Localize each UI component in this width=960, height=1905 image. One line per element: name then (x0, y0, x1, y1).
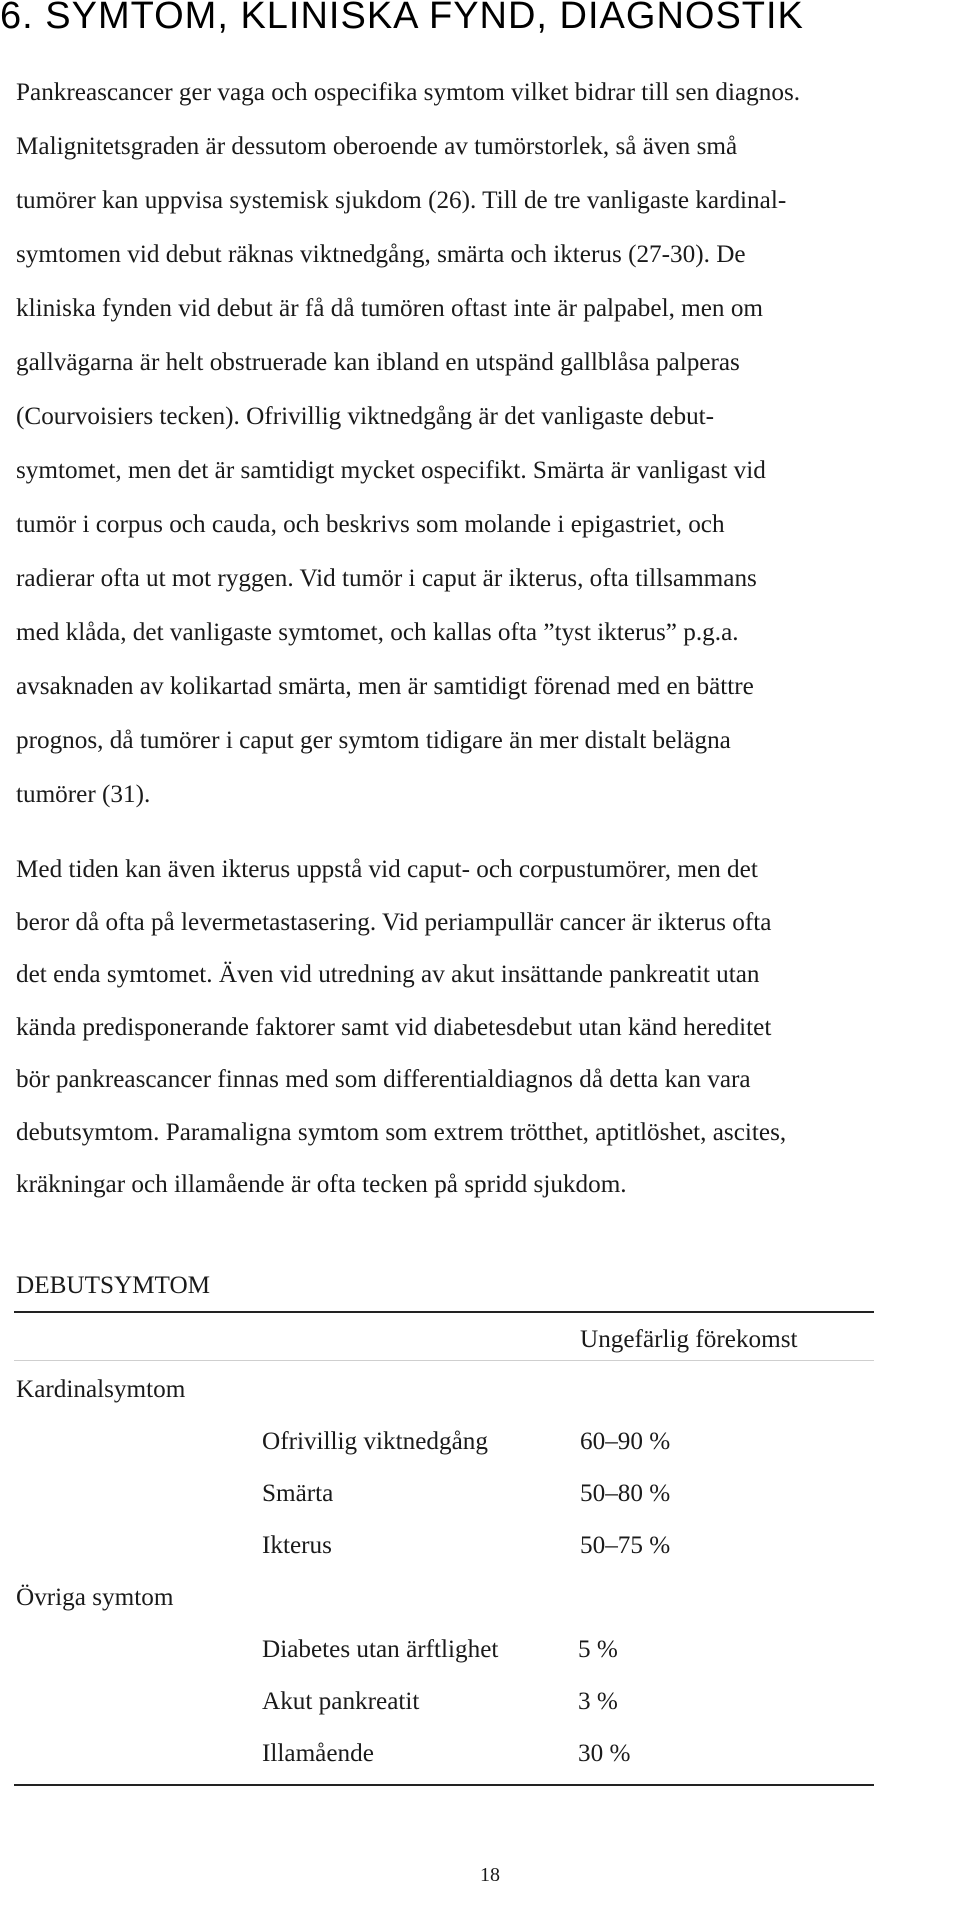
text-line: symtomen vid debut räknas viktnedgång, smärta och ikterus (27-30). De (16, 241, 746, 268)
paragraph-differential (16, 844, 956, 1212)
text-line: kända predisponerande faktorer samt vid diabetesdebut utan känd hereditet (16, 1013, 772, 1041)
symptom-frequency: 50–75 % (580, 1532, 671, 1559)
text-line: Malignitetsgraden är dessutom oberoende av tumörstorlek, så även små (16, 133, 738, 160)
text-line: debutsymtom. Paramaligna symtom som extrem trötthet, aptitlöshet, ascites, (16, 1118, 787, 1146)
symptom-frequency: 60–90 % (580, 1428, 671, 1455)
text-line: med klåda, det vanligaste symtomet, och kallas ofta ”tyst ikterus” p.g.a. (16, 619, 739, 646)
symptom-name: Ikterus (262, 1532, 332, 1559)
table-title: DEBUTSYMTOM (16, 1272, 211, 1299)
column-header-frequency: Ungefärlig förekomst (580, 1326, 798, 1353)
text-line: Pankreascancer ger vaga och ospecifika symtom vilket bidrar till sen diagnos. (16, 79, 801, 106)
text-line: symtomet, men det är samtidigt mycket ospecifikt. Smärta är vanligast vid (16, 457, 766, 484)
symptom-name: Smärta (262, 1480, 334, 1507)
paragraph-symptoms (16, 66, 956, 822)
table-bottom-rule (14, 1784, 874, 1786)
text-line: kliniska fynden vid debut är få då tumören oftast inte är palpabel, men om (16, 295, 764, 322)
text-line: Med tiden kan även ikterus uppstå vid caput- och corpustumörer, men det (16, 856, 758, 883)
text-line: bör pankreascancer finnas med som differentialdiagnos då detta kan vara (16, 1066, 751, 1093)
symptom-frequency: 5 % (578, 1636, 618, 1663)
text-line: prognos, då tumörer i caput ger symtom tidigare än mer distalt belägna (16, 727, 731, 754)
text-line: tumörer (31). (16, 781, 151, 808)
symptom-name: Ofrivillig viktnedgång (262, 1428, 488, 1455)
page-number: 18 (480, 1864, 500, 1886)
text-line: det enda symtomet. Även vid utredning av akut insättande pankreatit utan (16, 961, 760, 988)
category-label: Kardinalsymtom (16, 1376, 186, 1403)
section-heading: 6. SYMTOM, KLINISKA FYND, DIAGNOSTIK (0, 0, 804, 37)
text-line: gallvägarna är helt obstruerade kan ibland en utspänd gallblåsa palperas (16, 349, 740, 376)
text-line: tumör i corpus och cauda, och beskrivs som molande i epigastriet, och (16, 511, 725, 538)
text-line: (Courvoisiers tecken). Ofrivillig viktnedgång är det vanligaste debut- (16, 403, 715, 430)
text-line: avsaknaden av kolikartad smärta, men är samtidigt förenad med en bättre (16, 673, 754, 700)
symptom-frequency: 3 % (578, 1688, 618, 1715)
text-line: kräkningar och illamående är ofta tecken på spridd sjukdom. (16, 1171, 627, 1198)
category-label: Övriga symtom (16, 1584, 174, 1611)
text-line: radierar ofta ut mot ryggen. Vid tumör i caput är ikterus, ofta tillsammans (16, 565, 757, 592)
symptom-frequency: 30 % (578, 1740, 631, 1767)
table-header-rule (14, 1360, 874, 1361)
symptom-name: Diabetes utan ärftlighet (262, 1636, 499, 1663)
text-line: tumörer kan uppvisa systemisk sjukdom (26). Till de tre vanligaste kardinal- (16, 187, 787, 214)
symptom-name: Akut pankreatit (262, 1688, 420, 1715)
symptom-name: Illamående (262, 1740, 374, 1767)
symptom-frequency: 50–80 % (580, 1480, 671, 1507)
table-top-rule (14, 1311, 874, 1313)
text-line: beror då ofta på levermetastasering. Vid periampullär cancer är ikterus ofta (16, 908, 772, 936)
